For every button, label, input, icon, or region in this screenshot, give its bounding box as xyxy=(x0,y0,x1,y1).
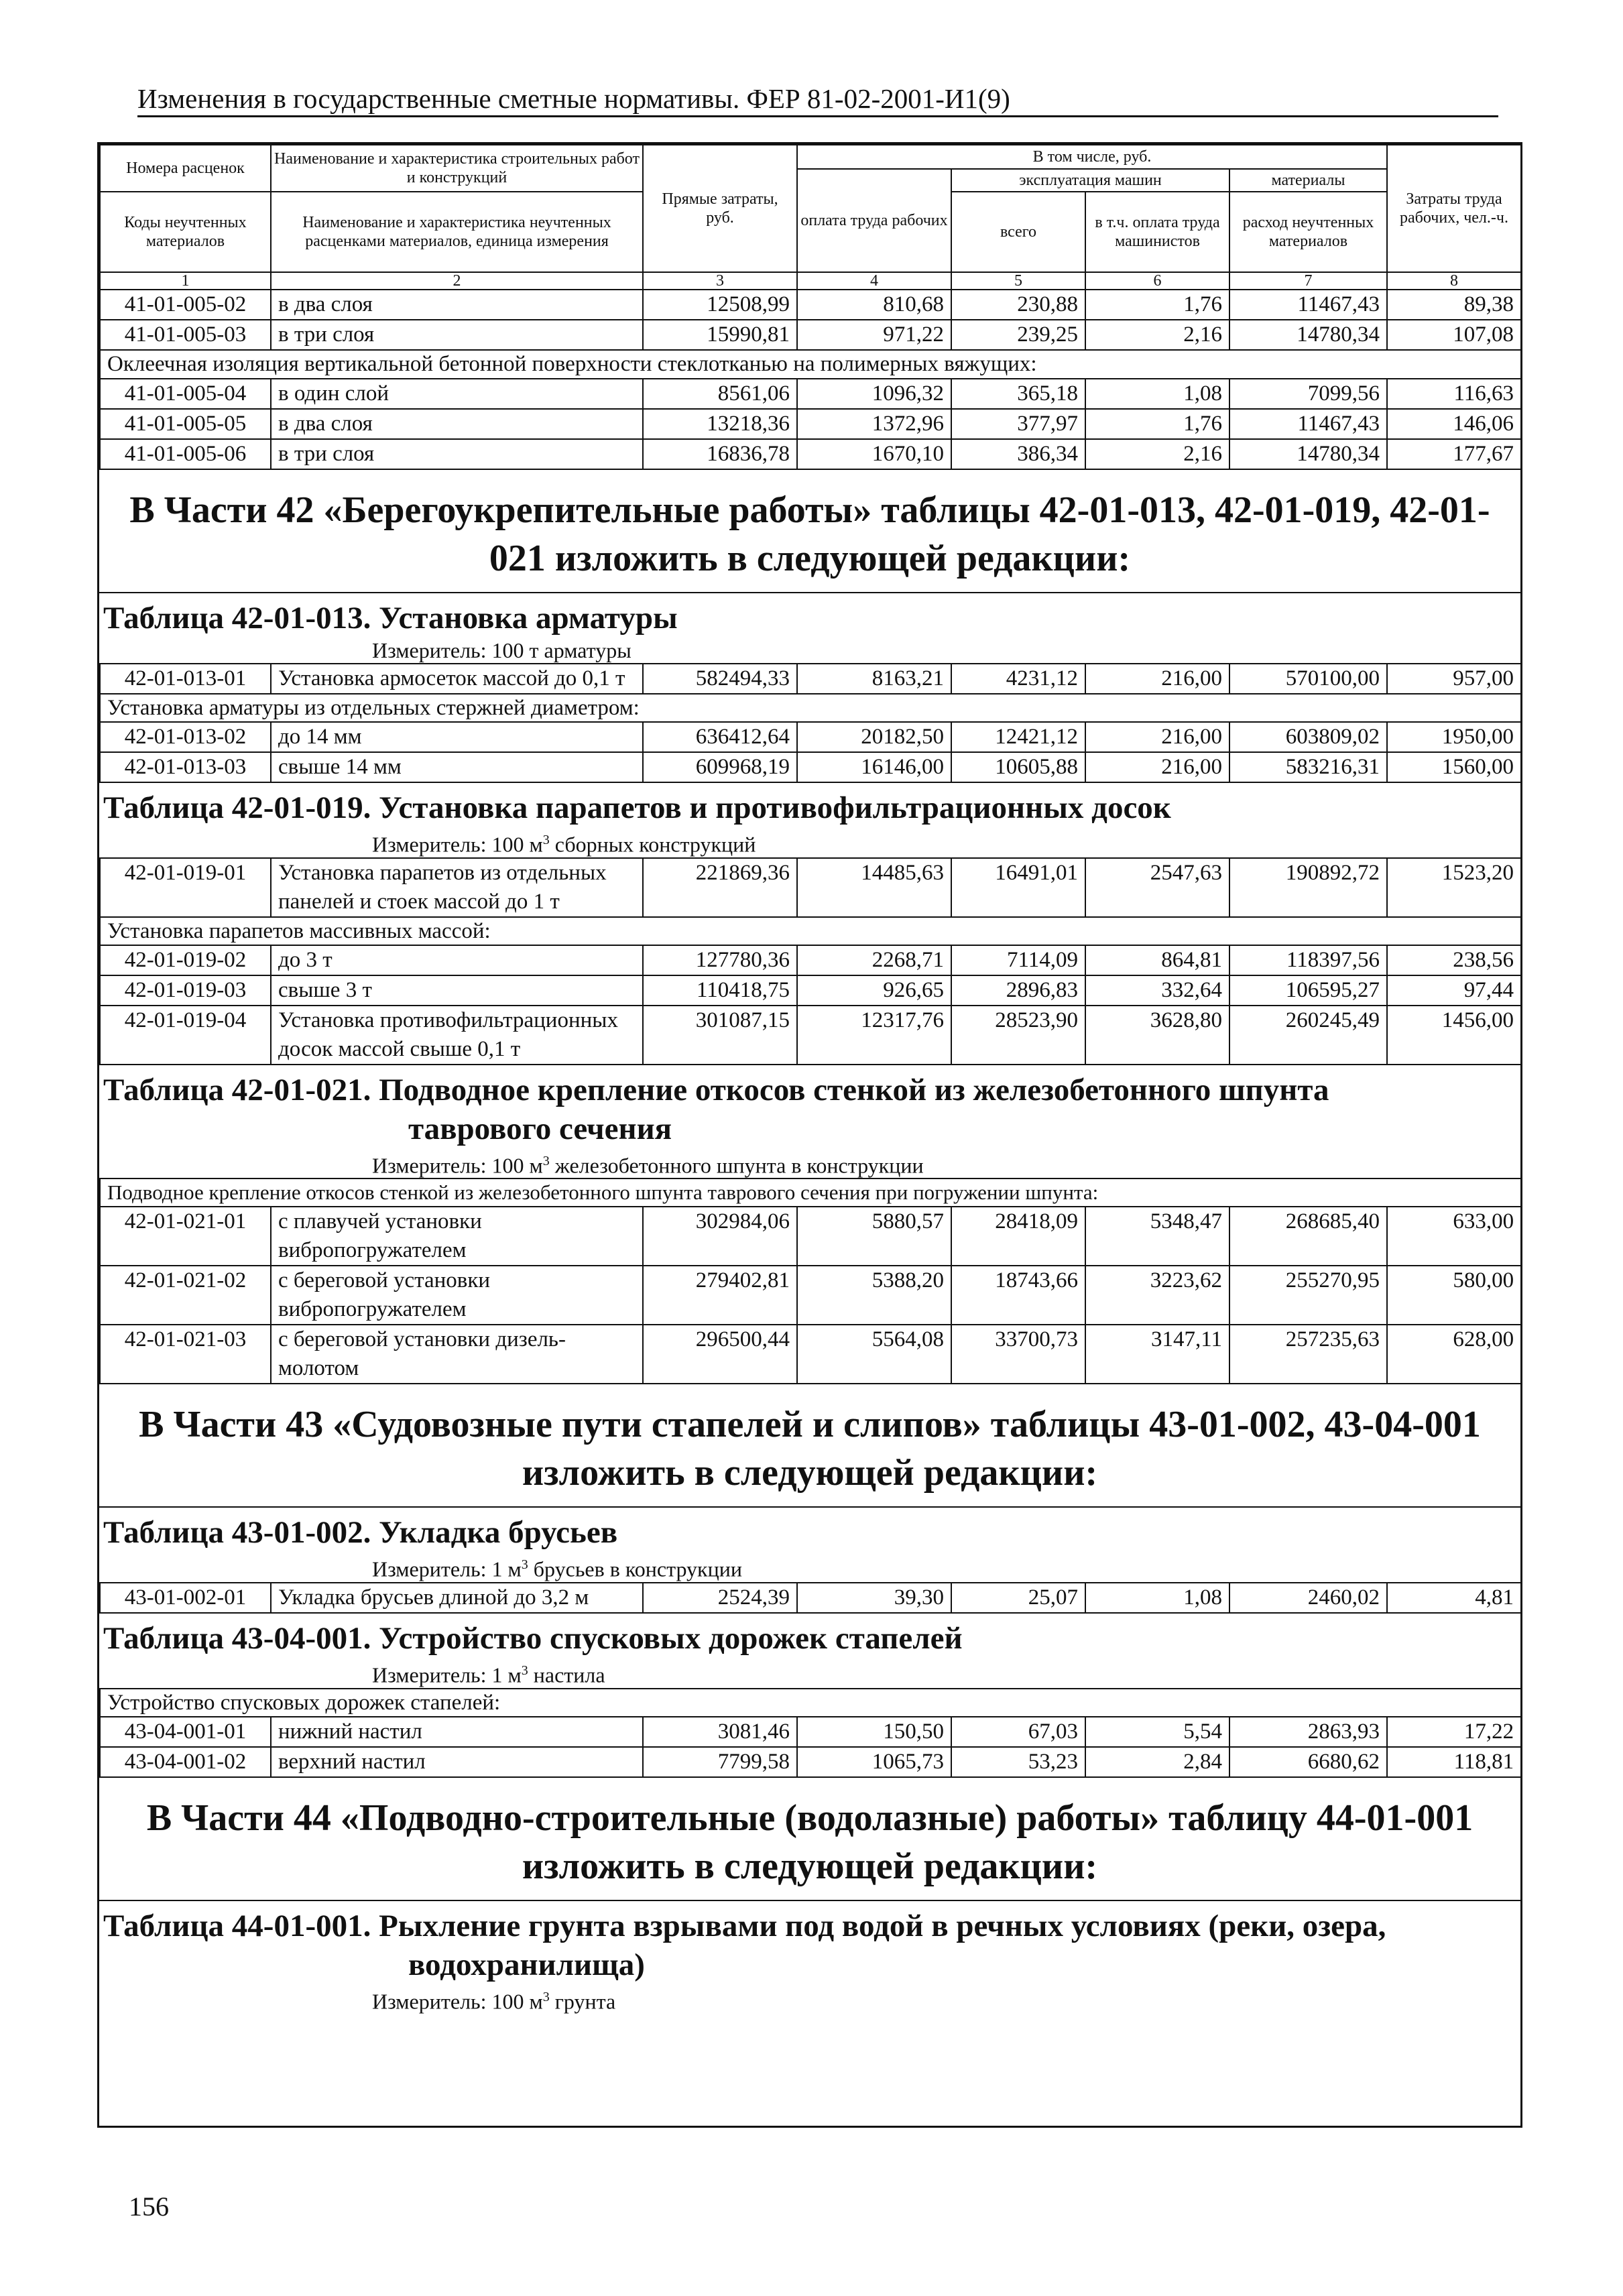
value-col-5: 28523,90 xyxy=(951,1006,1085,1065)
rate-code: 42-01-021-02 xyxy=(100,1266,271,1325)
work-name: в два слоя xyxy=(271,290,643,320)
t42-019-title: Таблица 42-01-019. Установка парапетов и противофильтрационных досок xyxy=(103,790,1171,825)
work-name: в два слоя xyxy=(271,409,643,439)
table-row xyxy=(100,439,1521,469)
table-row xyxy=(100,1207,1521,1266)
value-col-7: 6680,62 xyxy=(1229,1747,1387,1777)
value-col-5: 25,07 xyxy=(951,1583,1085,1613)
document-frame xyxy=(97,142,1522,2128)
work-name: нижний настил xyxy=(271,1717,643,1747)
rate-code: 42-01-013-01 xyxy=(100,664,271,694)
rate-code: 42-01-019-02 xyxy=(100,945,271,975)
top-rows-b xyxy=(100,379,1521,469)
value-col-6: 864,81 xyxy=(1085,945,1229,975)
value-col-4: 1065,73 xyxy=(797,1747,951,1777)
value-col-5: 12421,12 xyxy=(951,722,1085,752)
rates-table-top xyxy=(99,144,1522,470)
value-col-4: 39,30 xyxy=(797,1583,951,1613)
value-col-7: 7099,56 xyxy=(1229,379,1387,409)
table-row xyxy=(100,722,1521,752)
rate-code: 41-01-005-06 xyxy=(100,439,271,469)
value-col-6: 332,64 xyxy=(1085,975,1229,1006)
value-col-3: 279402,81 xyxy=(643,1266,797,1325)
col2-bottom: Наименование и характеристика неучтенных расценками материалов, единица измерения xyxy=(271,192,643,272)
value-col-5: 239,25 xyxy=(951,320,1085,350)
col1-top: Номера расценок xyxy=(100,145,271,192)
value-col-5: 377,97 xyxy=(951,409,1085,439)
value-col-7: 570100,00 xyxy=(1229,664,1387,694)
work-name: с береговой установки дизель-молотом xyxy=(271,1325,643,1384)
page-header: Изменения в государственные сметные нормативы. ФЕР 81-02-2001-И1(9) xyxy=(137,83,1498,117)
value-col-5: 18743,66 xyxy=(951,1266,1085,1325)
table-row xyxy=(100,1583,1521,1613)
value-col-8: 89,38 xyxy=(1387,290,1521,320)
table-row xyxy=(100,1747,1521,1777)
table-row xyxy=(100,664,1521,694)
rate-code: 42-01-021-01 xyxy=(100,1207,271,1266)
group-header: В том числе, руб. xyxy=(797,145,1387,169)
value-col-4: 5388,20 xyxy=(797,1266,951,1325)
value-col-5: 28418,09 xyxy=(951,1207,1085,1266)
col6-header: в т.ч. оплата труда машинистов xyxy=(1085,192,1229,272)
page-number: 156 xyxy=(129,2191,169,2222)
value-col-3: 636412,64 xyxy=(643,722,797,752)
value-col-4: 12317,76 xyxy=(797,1006,951,1065)
value-col-6: 3223,62 xyxy=(1085,1266,1229,1325)
value-col-8: 1456,00 xyxy=(1387,1006,1521,1065)
value-col-8: 1523,20 xyxy=(1387,858,1521,917)
part43-heading-block xyxy=(99,1384,1520,1508)
colnum-6: 6 xyxy=(1085,272,1229,290)
colnum-7: 7 xyxy=(1229,272,1387,290)
t43-001-subheading: Устройство спусковых дорожек стапелей: xyxy=(100,1689,1521,1717)
value-col-8: 238,56 xyxy=(1387,945,1521,975)
value-col-3: 12508,99 xyxy=(643,290,797,320)
value-col-5: 4231,12 xyxy=(951,664,1085,694)
colnum-4: 4 xyxy=(797,272,951,290)
t44-001-title: Таблица 44-01-001. Рыхление грунта взрывами под водой в речных условиях (реки, озера, водохранилища) xyxy=(103,1908,1386,1982)
t42-019-meter: Измеритель: 100 $м^3$ сборных конструкций xyxy=(372,832,756,857)
value-col-7: 118397,56 xyxy=(1229,945,1387,975)
col8-header: Затраты труда рабочих, чел.-ч. xyxy=(1387,145,1521,272)
t42-021-rows xyxy=(100,1207,1521,1384)
value-col-3: 301087,15 xyxy=(643,1006,797,1065)
value-col-4: 5564,08 xyxy=(797,1325,951,1384)
part44-heading-block xyxy=(99,1778,1520,1901)
value-col-3: 15990,81 xyxy=(643,320,797,350)
work-name: Установка армосеток массой до 0,1 т xyxy=(271,664,643,694)
value-col-4: 16146,00 xyxy=(797,752,951,782)
value-col-8: 628,00 xyxy=(1387,1325,1521,1384)
rate-code: 41-01-005-04 xyxy=(100,379,271,409)
value-col-8: 4,81 xyxy=(1387,1583,1521,1613)
work-name: с плавучей установки вибропогружателем xyxy=(271,1207,643,1266)
value-col-6: 3628,80 xyxy=(1085,1006,1229,1065)
t43-001-table xyxy=(99,1688,1522,1778)
work-name: Укладка брусьев длиной до 3,2 м xyxy=(271,1583,643,1613)
value-col-3: 2524,39 xyxy=(643,1583,797,1613)
value-col-6: 2547,63 xyxy=(1085,858,1229,917)
value-col-7: 2863,93 xyxy=(1229,1717,1387,1747)
part43-heading: В Части 43 «Судовозные пути стапелей и слипов» таблицы 43-01-002, 43-04-001 изложить в следующей редакции: xyxy=(139,1404,1481,1494)
value-col-3: 127780,36 xyxy=(643,945,797,975)
value-col-4: 150,50 xyxy=(797,1717,951,1747)
work-name: Установка парапетов из отдельных панелей и стоек массой до 1 т xyxy=(271,858,643,917)
value-col-8: 146,06 xyxy=(1387,409,1521,439)
table-row xyxy=(100,1325,1521,1384)
t43-001-rows xyxy=(100,1717,1521,1777)
col4-header: оплата труда рабочих xyxy=(797,169,951,272)
machines-header: эксплуатация машин xyxy=(951,169,1229,192)
colnum-2: 2 xyxy=(271,272,643,290)
value-col-7: 106595,27 xyxy=(1229,975,1387,1006)
value-col-4: 2268,71 xyxy=(797,945,951,975)
t43-001-title: Таблица 43-04-001. Устройство спусковых дорожек стапелей xyxy=(103,1620,963,1656)
col7-header: расход неучтенных материалов xyxy=(1229,192,1387,272)
work-name: с береговой установки вибропогружателем xyxy=(271,1266,643,1325)
value-col-3: 3081,46 xyxy=(643,1717,797,1747)
col5-header: всего xyxy=(951,192,1085,272)
value-col-7: 2460,02 xyxy=(1229,1583,1387,1613)
value-col-3: 13218,36 xyxy=(643,409,797,439)
value-col-6: 5348,47 xyxy=(1085,1207,1229,1266)
colnum-1: 1 xyxy=(100,272,271,290)
t43-002-table xyxy=(99,1582,1522,1614)
t42-013-rows xyxy=(100,722,1521,782)
materials-header: материалы xyxy=(1229,169,1387,192)
col2-top: Наименование и характеристика строительных работ и конструкций xyxy=(271,145,643,192)
table-row xyxy=(100,975,1521,1006)
rate-code: 42-01-019-01 xyxy=(100,858,271,917)
value-col-6: 1,76 xyxy=(1085,409,1229,439)
t43-002-meter: Измеритель: 1 $м^3$ брусьев в конструкции xyxy=(372,1557,742,1581)
t43-002-row1 xyxy=(100,1583,1521,1613)
value-col-4: 20182,50 xyxy=(797,722,951,752)
value-col-3: 8561,06 xyxy=(643,379,797,409)
t42-021-meter: Измеритель: 100 $м^3$ железобетонного шпунта в конструкции xyxy=(372,1153,924,1178)
value-col-8: 1950,00 xyxy=(1387,722,1521,752)
table-row xyxy=(100,320,1521,350)
value-col-5: 7114,09 xyxy=(951,945,1085,975)
rate-code: 41-01-005-05 xyxy=(100,409,271,439)
value-col-7: 14780,34 xyxy=(1229,439,1387,469)
value-col-4: 1372,96 xyxy=(797,409,951,439)
t42-013-meter: Измеритель: 100 т арматуры xyxy=(372,638,632,662)
table-row xyxy=(100,1717,1521,1747)
value-col-3: 296500,44 xyxy=(643,1325,797,1384)
value-col-8: 633,00 xyxy=(1387,1207,1521,1266)
value-col-8: 97,44 xyxy=(1387,975,1521,1006)
value-col-6: 2,16 xyxy=(1085,439,1229,469)
t42-013-subheading: Установка арматуры из отдельных стержней диаметром: xyxy=(100,694,1521,722)
value-col-7: 11467,43 xyxy=(1229,409,1387,439)
value-col-6: 5,54 xyxy=(1085,1717,1229,1747)
value-col-8: 17,22 xyxy=(1387,1717,1521,1747)
value-col-8: 957,00 xyxy=(1387,664,1521,694)
work-name: в один слой xyxy=(271,379,643,409)
t43-002-title: Таблица 43-01-002. Укладка брусьев xyxy=(103,1515,618,1551)
t42-019-subheading: Установка парапетов массивных массой: xyxy=(100,917,1521,945)
value-col-3: 582494,33 xyxy=(643,664,797,694)
value-col-6: 2,84 xyxy=(1085,1747,1229,1777)
value-col-7: 190892,72 xyxy=(1229,858,1387,917)
work-name: до 3 т xyxy=(271,945,643,975)
value-col-4: 14485,63 xyxy=(797,858,951,917)
part42-heading-block xyxy=(99,470,1520,593)
table-row xyxy=(100,858,1521,917)
rate-code: 43-04-001-01 xyxy=(100,1717,271,1747)
rate-code: 42-01-013-02 xyxy=(100,722,271,752)
table-row xyxy=(100,752,1521,782)
value-col-6: 1,08 xyxy=(1085,379,1229,409)
top-subheading: Оклеечная изоляция вертикальной бетонной поверхности стеклотканью на полимерных вяжущих: xyxy=(100,350,1521,379)
value-col-8: 580,00 xyxy=(1387,1266,1521,1325)
value-col-6: 1,08 xyxy=(1085,1583,1229,1613)
t42-021-title: Таблица 42-01-021. Подводное крепление откосов стенкой из железобетонного шпунта таврового сечения xyxy=(103,1072,1329,1146)
work-name: свыше 14 мм xyxy=(271,752,643,782)
value-col-6: 1,76 xyxy=(1085,290,1229,320)
t42-019-row1 xyxy=(100,858,1521,917)
rate-code: 42-01-013-03 xyxy=(100,752,271,782)
value-col-6: 216,00 xyxy=(1085,752,1229,782)
value-col-4: 926,65 xyxy=(797,975,951,1006)
col1-bottom: Коды неучтенных материалов xyxy=(100,192,271,272)
value-col-7: 257235,63 xyxy=(1229,1325,1387,1384)
t42-021-subheading: Подводное крепление откосов стенкой из железобетонного шпунта таврового сечения при погружении шпунта: xyxy=(100,1179,1521,1207)
value-col-4: 1096,32 xyxy=(797,379,951,409)
value-col-5: 33700,73 xyxy=(951,1325,1085,1384)
value-col-5: 365,18 xyxy=(951,379,1085,409)
value-col-7: 260245,49 xyxy=(1229,1006,1387,1065)
value-col-5: 16491,01 xyxy=(951,858,1085,917)
value-col-6: 2,16 xyxy=(1085,320,1229,350)
rate-code: 43-04-001-02 xyxy=(100,1747,271,1777)
value-col-8: 118,81 xyxy=(1387,1747,1521,1777)
part42-heading: В Части 42 «Берегоукрепительные работы» таблицы 42-01-013, 42-01-019, 42-01-021 изложить в следующей редакции: xyxy=(129,489,1490,579)
value-col-4: 810,68 xyxy=(797,290,951,320)
colnum-5: 5 xyxy=(951,272,1085,290)
value-col-7: 583216,31 xyxy=(1229,752,1387,782)
t42-013-row1 xyxy=(100,664,1521,694)
t42-013-table xyxy=(99,663,1522,783)
value-col-6: 3147,11 xyxy=(1085,1325,1229,1384)
value-col-7: 11467,43 xyxy=(1229,290,1387,320)
work-name: в три слоя xyxy=(271,320,643,350)
t42-019-row4 xyxy=(100,1006,1521,1065)
value-col-8: 1560,00 xyxy=(1387,752,1521,782)
value-col-7: 268685,40 xyxy=(1229,1207,1387,1266)
t43-001-meter: Измеритель: 1 $м^3$ настила xyxy=(372,1663,605,1687)
table-row xyxy=(100,945,1521,975)
value-col-7: 255270,95 xyxy=(1229,1266,1387,1325)
value-col-5: 67,03 xyxy=(951,1717,1085,1747)
value-col-4: 971,22 xyxy=(797,320,951,350)
value-col-5: 386,34 xyxy=(951,439,1085,469)
value-col-3: 302984,06 xyxy=(643,1207,797,1266)
t42-013-title: Таблица 42-01-013. Установка арматуры xyxy=(103,601,678,636)
rate-code: 42-01-019-03 xyxy=(100,975,271,1006)
colnum-8: 8 xyxy=(1387,272,1521,290)
t42-021-table xyxy=(99,1178,1522,1384)
table-row xyxy=(100,379,1521,409)
value-col-3: 609968,19 xyxy=(643,752,797,782)
value-col-4: 1670,10 xyxy=(797,439,951,469)
table-row xyxy=(100,1006,1521,1065)
value-col-7: 14780,34 xyxy=(1229,320,1387,350)
value-col-3: 16836,78 xyxy=(643,439,797,469)
value-col-7: 603809,02 xyxy=(1229,722,1387,752)
t44-001-meter: Измеритель: 100 $м^3$ грунта xyxy=(372,1989,616,2014)
value-col-8: 177,67 xyxy=(1387,439,1521,469)
value-col-6: 216,00 xyxy=(1085,722,1229,752)
value-col-3: 7799,58 xyxy=(643,1747,797,1777)
table-row xyxy=(100,409,1521,439)
top-rows-a xyxy=(100,290,1521,350)
colnum-3: 3 xyxy=(643,272,797,290)
value-col-5: 10605,88 xyxy=(951,752,1085,782)
work-name: Установка противофильтрационных досок массой свыше 0,1 т xyxy=(271,1006,643,1065)
t42-019-rows xyxy=(100,945,1521,1006)
value-col-6: 216,00 xyxy=(1085,664,1229,694)
table-row xyxy=(100,290,1521,320)
rate-code: 41-01-005-03 xyxy=(100,320,271,350)
rate-code: 43-01-002-01 xyxy=(100,1583,271,1613)
value-col-4: 5880,57 xyxy=(797,1207,951,1266)
col3-header: Прямые затраты, руб. xyxy=(643,145,797,272)
work-name: свыше 3 т xyxy=(271,975,643,1006)
value-col-8: 107,08 xyxy=(1387,320,1521,350)
t42-019-table xyxy=(99,857,1522,1065)
value-col-8: 116,63 xyxy=(1387,379,1521,409)
table-row xyxy=(100,1266,1521,1325)
rate-code: 42-01-019-04 xyxy=(100,1006,271,1065)
value-col-4: 8163,21 xyxy=(797,664,951,694)
value-col-5: 230,88 xyxy=(951,290,1085,320)
work-name: в три слоя xyxy=(271,439,643,469)
rate-code: 42-01-021-03 xyxy=(100,1325,271,1384)
value-col-3: 110418,75 xyxy=(643,975,797,1006)
work-name: верхний настил xyxy=(271,1747,643,1777)
work-name: до 14 мм xyxy=(271,722,643,752)
rate-code: 41-01-005-02 xyxy=(100,290,271,320)
part44-heading: В Части 44 «Подводно-строительные (водолазные) работы» таблицу 44-01-001 изложить в следующей редакции: xyxy=(146,1797,1474,1887)
value-col-5: 2896,83 xyxy=(951,975,1085,1006)
value-col-5: 53,23 xyxy=(951,1747,1085,1777)
value-col-3: 221869,36 xyxy=(643,858,797,917)
